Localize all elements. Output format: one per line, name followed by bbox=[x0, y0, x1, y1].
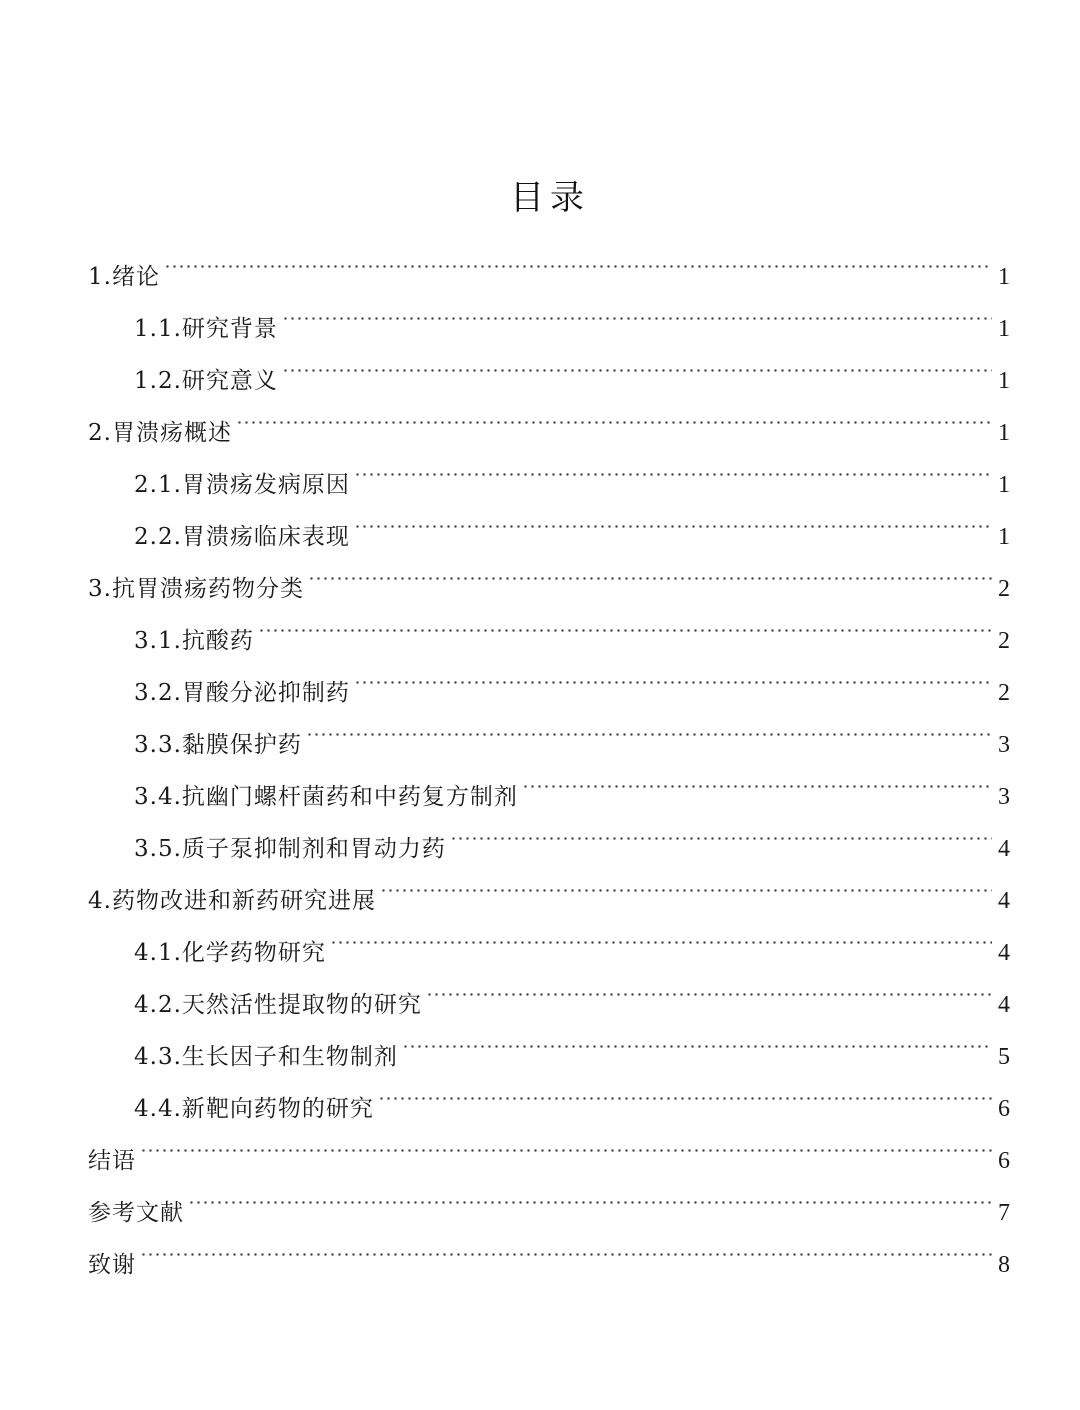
toc-entry-label: 3.1.抗酸药 bbox=[134, 628, 254, 654]
toc-entry-label: 2.2.胃溃疡临床表现 bbox=[134, 524, 350, 550]
toc-entry[interactable] bbox=[88, 1220, 1010, 1278]
dot-leader bbox=[164, 232, 996, 284]
toc-entry-label: 3.2.胃酸分泌抑制药 bbox=[134, 680, 350, 706]
toc-page-number: 1 bbox=[998, 524, 1010, 550]
toc-entry-label: 参考文献 bbox=[88, 1200, 184, 1226]
toc-entry-label: 2.1.胃溃疡发病原因 bbox=[134, 472, 350, 498]
toc-entry[interactable] bbox=[88, 1116, 1010, 1174]
toc-entry-label: 3.5.质子泵抑制剂和胃动力药 bbox=[134, 836, 446, 862]
dot-leader bbox=[378, 1064, 996, 1116]
toc-entry-label: 3.抗胃溃疡药物分类 bbox=[88, 576, 304, 602]
dot-leader bbox=[308, 544, 996, 596]
toc-page-number: 2 bbox=[998, 628, 1010, 654]
toc-title: 目录 bbox=[510, 178, 590, 218]
toc-entry-label: 1.1.研究背景 bbox=[134, 316, 278, 342]
toc-page-number: 4 bbox=[998, 940, 1010, 966]
dot-leader bbox=[402, 1012, 996, 1064]
toc-page-number: 4 bbox=[998, 888, 1010, 914]
toc-page-number: 7 bbox=[998, 1200, 1010, 1226]
toc-entry-label: 1.绪论 bbox=[88, 264, 160, 290]
toc-entry[interactable] bbox=[88, 232, 1010, 290]
dot-leader bbox=[354, 648, 996, 700]
toc-page-number: 4 bbox=[998, 992, 1010, 1018]
toc-entry-label: 4.4.新靶向药物的研究 bbox=[134, 1096, 374, 1122]
dot-leader bbox=[426, 960, 996, 1012]
toc-page-number: 4 bbox=[998, 836, 1010, 862]
dot-leader bbox=[140, 1220, 996, 1272]
dot-leader bbox=[380, 856, 996, 908]
toc-page-number: 2 bbox=[998, 680, 1010, 706]
dot-leader bbox=[450, 804, 996, 856]
toc-page-number: 3 bbox=[998, 732, 1010, 758]
dot-leader bbox=[282, 284, 996, 336]
toc-page-number: 1 bbox=[998, 368, 1010, 394]
toc-page-number: 1 bbox=[998, 472, 1010, 498]
toc-entry-label: 4.1.化学药物研究 bbox=[134, 940, 326, 966]
dot-leader bbox=[522, 752, 996, 804]
toc-entry[interactable] bbox=[88, 284, 1010, 342]
toc-page-number: 6 bbox=[998, 1096, 1010, 1122]
toc-entry-label: 4.药物改进和新药研究进展 bbox=[88, 888, 376, 914]
dot-leader bbox=[236, 388, 996, 440]
toc-entry-label: 4.3.生长因子和生物制剂 bbox=[134, 1044, 398, 1070]
toc-page-number: 3 bbox=[998, 784, 1010, 810]
dot-leader bbox=[306, 700, 996, 752]
toc-page-number: 8 bbox=[998, 1252, 1010, 1278]
dot-leader bbox=[140, 1116, 996, 1168]
toc-page-number: 6 bbox=[998, 1148, 1010, 1174]
toc-entry-label: 3.4.抗幽门螺杆菌药和中药复方制剂 bbox=[134, 784, 518, 810]
dot-leader bbox=[258, 596, 996, 648]
toc-page-number: 5 bbox=[998, 1044, 1010, 1070]
toc-page-number: 2 bbox=[998, 576, 1010, 602]
table-of-contents bbox=[88, 232, 1010, 1278]
toc-entry-label: 4.2.天然活性提取物的研究 bbox=[134, 992, 422, 1018]
toc-entry-label: 3.3.黏膜保护药 bbox=[134, 732, 302, 758]
dot-leader bbox=[354, 440, 996, 492]
toc-page-number: 1 bbox=[998, 264, 1010, 290]
toc-entry-label: 2.胃溃疡概述 bbox=[88, 420, 232, 446]
dot-leader bbox=[330, 908, 996, 960]
toc-entry-label: 结语 bbox=[88, 1148, 136, 1174]
toc-entry-label: 致谢 bbox=[88, 1252, 136, 1278]
toc-page-number: 1 bbox=[998, 420, 1010, 446]
dot-leader bbox=[354, 492, 996, 544]
toc-entry-label: 1.2.研究意义 bbox=[134, 368, 278, 394]
dot-leader bbox=[188, 1168, 996, 1220]
dot-leader bbox=[282, 336, 996, 388]
toc-entry[interactable] bbox=[88, 1168, 1010, 1226]
toc-page-number: 1 bbox=[998, 316, 1010, 342]
